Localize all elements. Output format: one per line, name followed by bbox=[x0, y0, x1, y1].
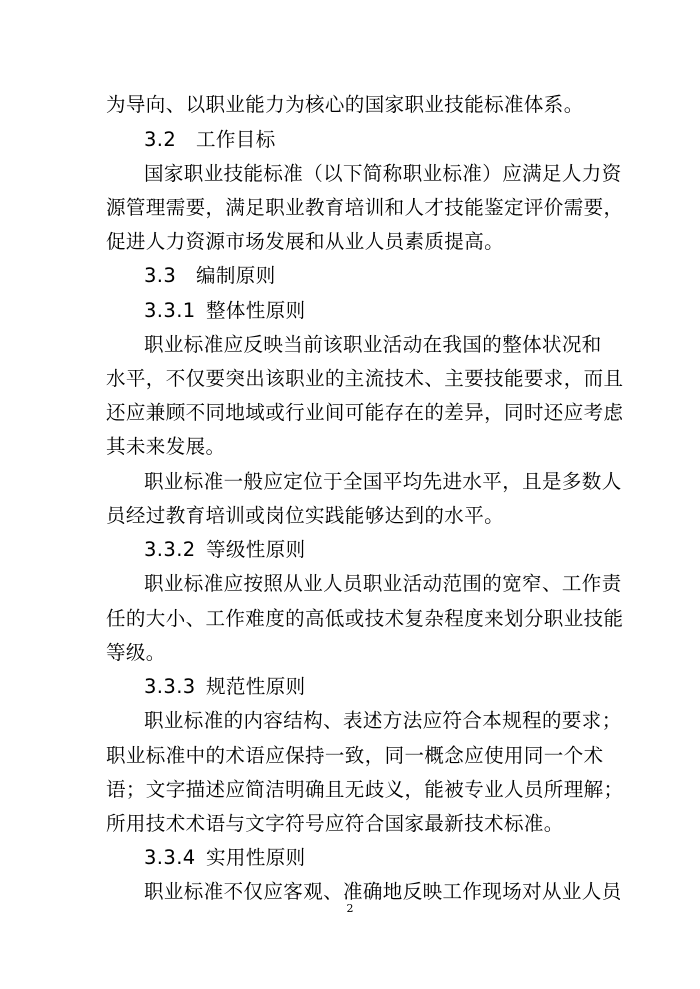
section-title: 整体性原则 bbox=[206, 299, 306, 322]
body-line: 其未来发展。 bbox=[106, 435, 226, 458]
section-heading-3-3-4 bbox=[144, 844, 636, 872]
body-line: 员经过教育培训或岗位实践能够达到的水平。 bbox=[106, 504, 505, 527]
section-heading-3-3 bbox=[144, 262, 636, 290]
section-heading-3-3-3 bbox=[144, 673, 636, 701]
section-heading-3-2 bbox=[144, 126, 636, 154]
body-line: 为导向、以职业能力为核心的国家职业技能标准体系。 bbox=[106, 93, 584, 116]
section-title: 实用性原则 bbox=[206, 846, 306, 869]
body-line: 任的大小、工作难度的高低或技术复杂程度来划分职业技能 bbox=[106, 607, 624, 630]
body-line: 水平，不仅要突出该职业的主流技术、主要技能要求，而且 bbox=[106, 367, 624, 390]
body-line: 职业标准应反映当前该职业活动在我国的整体状况和 bbox=[144, 333, 602, 356]
body-line: 国家职业技能标准（以下简称职业标准）应满足人力资 bbox=[144, 162, 622, 185]
body-line: 职业标准应按照从业人员职业活动范围的宽窄、工作责 bbox=[144, 572, 622, 595]
section-number: 3.3.1 bbox=[144, 299, 196, 322]
body-line: 职业标准中的术语应保持一致，同一概念应使用同一个术 bbox=[106, 744, 604, 767]
body-line: 职业标准不仅应客观、准确地反映工作现场对从业人员 bbox=[144, 880, 622, 903]
section-title: 规范性原则 bbox=[206, 675, 306, 698]
body-line: 促进人力资源市场发展和从业人员素质提高。 bbox=[106, 230, 505, 253]
page-number: 2 bbox=[346, 902, 354, 915]
section-heading-3-3-2 bbox=[144, 536, 636, 564]
section-title: 等级性原则 bbox=[206, 538, 306, 561]
section-number: 3.3.4 bbox=[144, 846, 196, 869]
body-line: 等级。 bbox=[106, 641, 166, 664]
body-line: 源管理需要，满足职业教育培训和人才技能鉴定评价需要， bbox=[106, 196, 624, 219]
body-line: 职业标准一般应定位于全国平均先进水平，且是多数人 bbox=[144, 470, 622, 493]
section-number: 3.3 bbox=[144, 264, 177, 287]
section-number: 3.3.2 bbox=[144, 538, 196, 561]
section-title: 工作目标 bbox=[196, 128, 276, 151]
body-line: 职业标准的内容结构、表述方法应符合本规程的要求； bbox=[144, 709, 622, 732]
body-line: 所用技术术语与文字符号应符合国家最新技术标准。 bbox=[106, 812, 564, 835]
body-line: 语；文字描述应简洁明确且无歧义，能被专业人员所理解； bbox=[106, 778, 624, 801]
section-heading-3-3-1 bbox=[144, 297, 636, 325]
section-number: 3.2 bbox=[144, 128, 177, 151]
body-line: 还应兼顾不同地域或行业间可能存在的差异，同时还应考虑 bbox=[106, 401, 624, 424]
section-title: 编制原则 bbox=[196, 264, 276, 287]
section-number: 3.3.3 bbox=[144, 675, 196, 698]
